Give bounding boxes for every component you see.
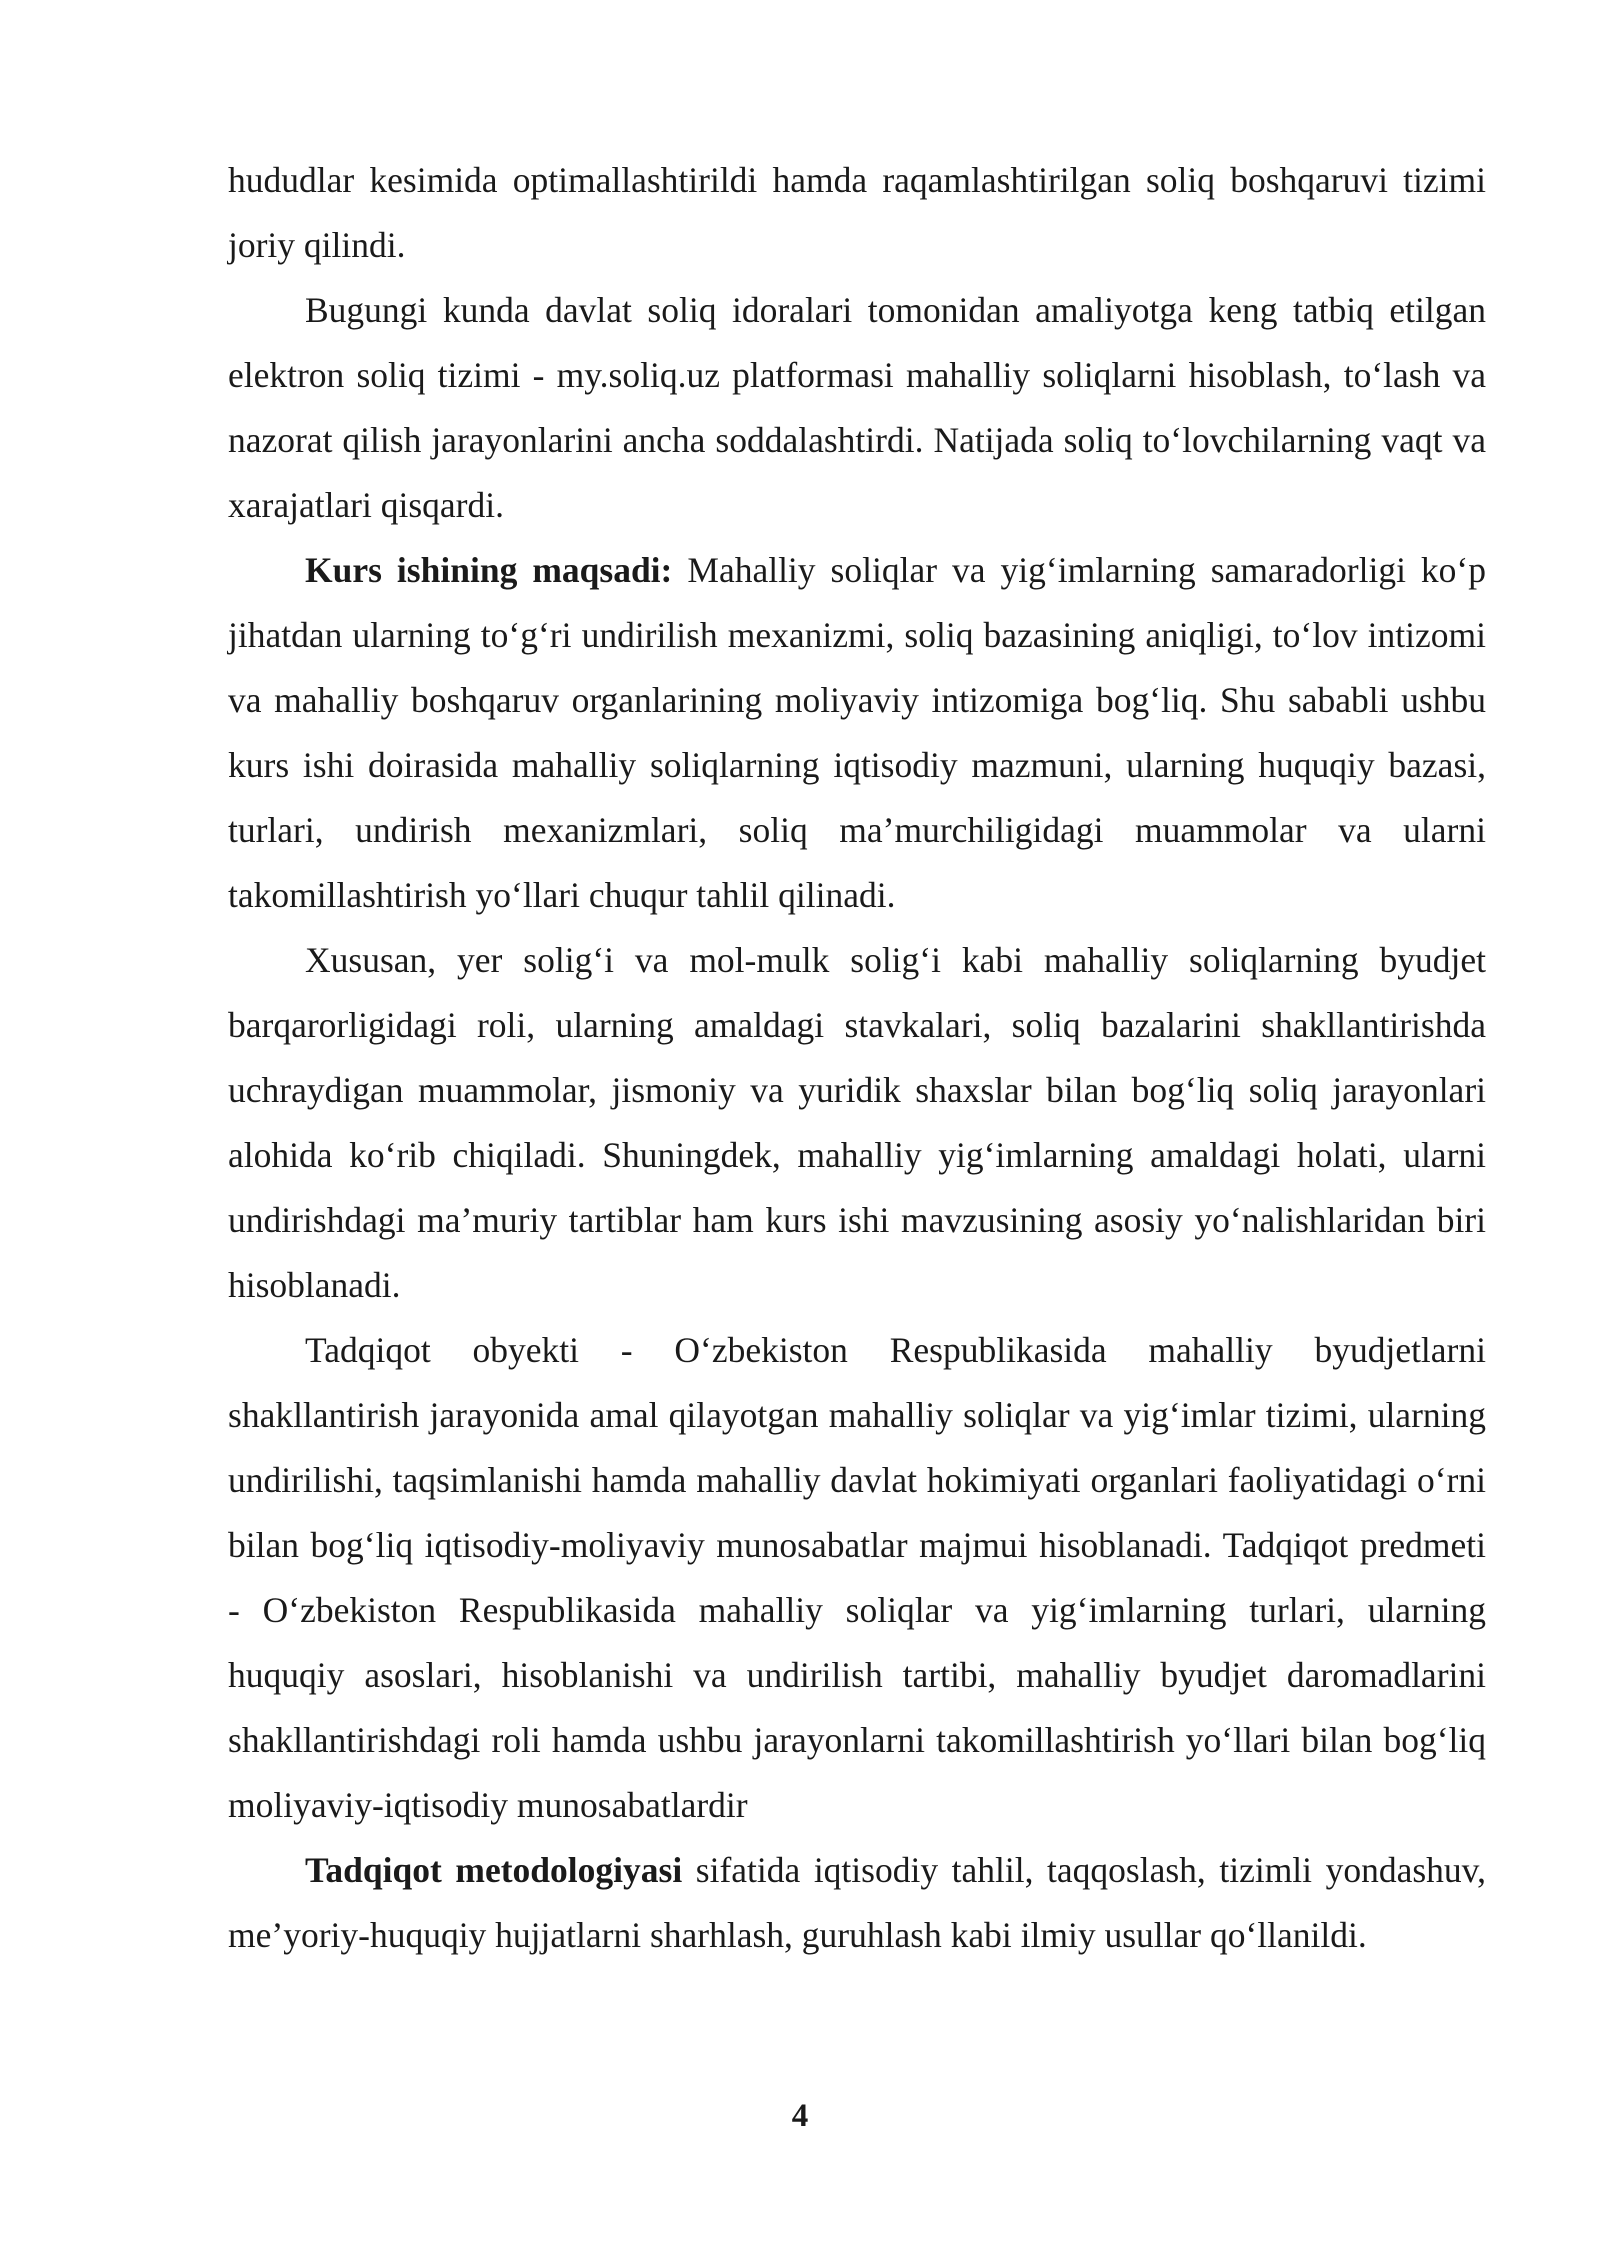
paragraph-3-bold-lead: Kurs ishining maqsadi: (305, 550, 673, 590)
paragraph-6 (228, 1838, 1486, 1968)
paragraph-6-text: sifatida iqtisodiy tahlil, taqqoslash, tizimli yondashuv, me’yoriy-huquqiy hujjatlarni sharhlash, guruhlash kabi ilmiy usullar qo‘llanildi. (228, 1850, 1486, 1955)
document-body (228, 148, 1486, 1968)
paragraph-3 (228, 538, 1486, 928)
paragraph-2 (228, 278, 1486, 538)
paragraph-6-bold-lead: Tadqiqot metodologiyasi (305, 1850, 683, 1890)
paragraph-4 (228, 928, 1486, 1318)
paragraph-1 (228, 148, 1486, 278)
paragraph-3-text: Mahalliy soliqlar va yig‘imlarning samaradorligi ko‘p jihatdan ularning to‘g‘ri undirilish mexanizmi, soliq bazasining aniqligi, to‘lov intizomi va mahalliy boshqaruv organlarining moliyaviy intizomiga bog‘liq. Shu sababli ushbu kurs ishi doirasida mahalliy soliqlarning iqtisodiy mazmuni, ularning huquqiy bazasi, turlari, undirish mexanizmlari, soliq ma’murchiligidagi muammolar va ularni takomillashtirish yo‘llari chuqur tahlil qilinadi. (228, 550, 1486, 915)
paragraph-5 (228, 1318, 1486, 1838)
page-number: 4 (791, 2098, 809, 2134)
paragraph-1-text: hududlar kesimida optimallashtirildi hamda raqamlashtirilgan soliq boshqaruvi tizimi joriy qilindi. (228, 160, 1486, 265)
paragraph-5-text: Tadqiqot obyekti - O‘zbekiston Respublikasida mahalliy byudjetlarni shakllantirish jarayonida amal qilayotgan mahalliy soliqlar va yig‘imlar tizimi, ularning undirilishi, taqsimlanishi hamda mahalliy davlat hokimiyati organlari faoliyatidagi o‘rni bilan bog‘liq iqtisodiy-moliyaviy munosabatlar majmui hisoblanadi. Tadqiqot predmeti - O‘zbekiston Respublikasida mahalliy soliqlar va yig‘imlarning turlari, ularning huquqiy asoslari, hisoblanishi va undirilish tartibi, mahalliy byudjet daromadlarini shakllantirishdagi roli hamda ushbu jarayonlarni takomillashtirish yo‘llari bilan bog‘liq moliyaviy-iqtisodiy munosabatlardir (228, 1330, 1486, 1825)
paragraph-4-text: Xususan, yer solig‘i va mol-mulk solig‘i kabi mahalliy soliqlarning byudjet barqarorligidagi roli, ularning amaldagi stavkalari, soliq bazalarini shakllantirishda uchraydigan muammolar, jismoniy va yuridik shaxslar bilan bog‘liq soliq jarayonlari alohida ko‘rib chiqiladi. Shuningdek, mahalliy yig‘imlarning amaldagi holati, ularni undirishdagi ma’muriy tartiblar ham kurs ishi mavzusining asosiy yo‘nalishlaridan biri hisoblanadi. (228, 940, 1486, 1305)
paragraph-2-text: Bugungi kunda davlat soliq idoralari tomonidan amaliyotga keng tatbiq etilgan elektron soliq tizimi - my.soliq.uz platformasi mahalliy soliqlarni hisoblash, to‘lash va nazorat qilish jarayonlarini ancha soddalashtirdi. Natijada soliq to‘lovchilarning vaqt va xarajatlari qisqardi. (228, 290, 1486, 525)
